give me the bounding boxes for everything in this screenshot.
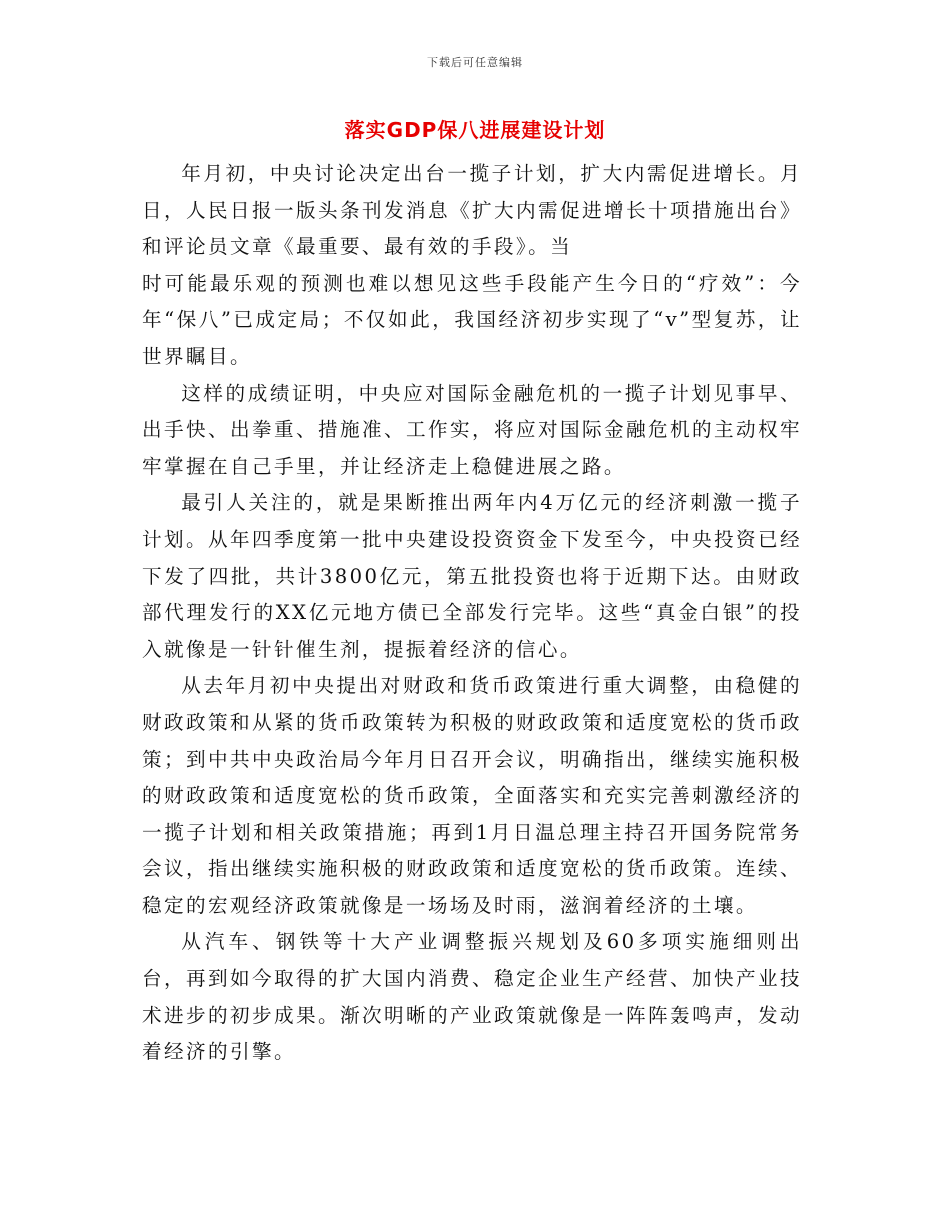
- header-note: 下载后可任意编辑: [427, 56, 523, 69]
- paragraph-1: 年月初，中央讨论决定出台一揽子计划，扩大内需促进增长。月日，人民日报一版头条刊发消息《扩大内需促进增长十项措施出台》和评论员文章《最重要、最有效的手段》。当: [142, 162, 802, 259]
- paragraph-5: 从汽车、钢铁等十大产业调整振兴规划及60多项实施细则出台，再到如今取得的扩大国内消费、稳定企业生产经营、加快产业技术进步的初步成果。渐次明晰的产业政策就像是一阵阵轰鸣声，发动着经济的引擎。: [142, 930, 802, 1064]
- paragraph-1-continued: 时可能最乐观的预测也难以想见这些手段能产生今日的“疗效”：今年“保八”已成定局；不仅如此，我国经济初步实现了“v”型复苏，让世界瞩目。: [142, 271, 802, 368]
- paragraph-4: 从去年月初中央提出对财政和货币政策进行重大调整，由稳健的财政政策和从紧的货币政策转为积极的财政政策和适度宽松的货币政策；到中共中央政治局今年月日召开会议，明确指出，继续实施积极的财政政策和适度宽松的货币政策，全面落实和充实完善刺激经济的一揽子计划和相关政策措施；再到1月日温总理主持召开国务院常务会议，指出继续实施积极的财政政策和适度宽松的货币政策。连续、稳定的宏观经济政策就像是一场场及时雨，滋润着经济的土壤。: [142, 674, 802, 917]
- paragraph-3: 最引人关注的，就是果断推出两年内4万亿元的经济刺激一揽子计划。从年四季度第一批中央建设投资资金下发至今，中央投资已经下发了四批，共计3800亿元，第五批投资也将于近期下达。由财政部代理发行的XX亿元地方债已全部发行完毕。这些“真金白银”的投入就像是一针针催生剂，提振着经济的信心。: [142, 491, 802, 661]
- document-body: [142, 156, 802, 1071]
- paragraph-2: 这样的成绩证明，中央应对国际金融危机的一揽子计划见事早、出手快、出拳重、措施准、工作实，将应对国际金融危机的主动权牢牢掌握在自己手里，并让经济走上稳健进展之路。: [142, 381, 802, 478]
- document-title: 落实GDP保八进展建设计划: [344, 118, 606, 142]
